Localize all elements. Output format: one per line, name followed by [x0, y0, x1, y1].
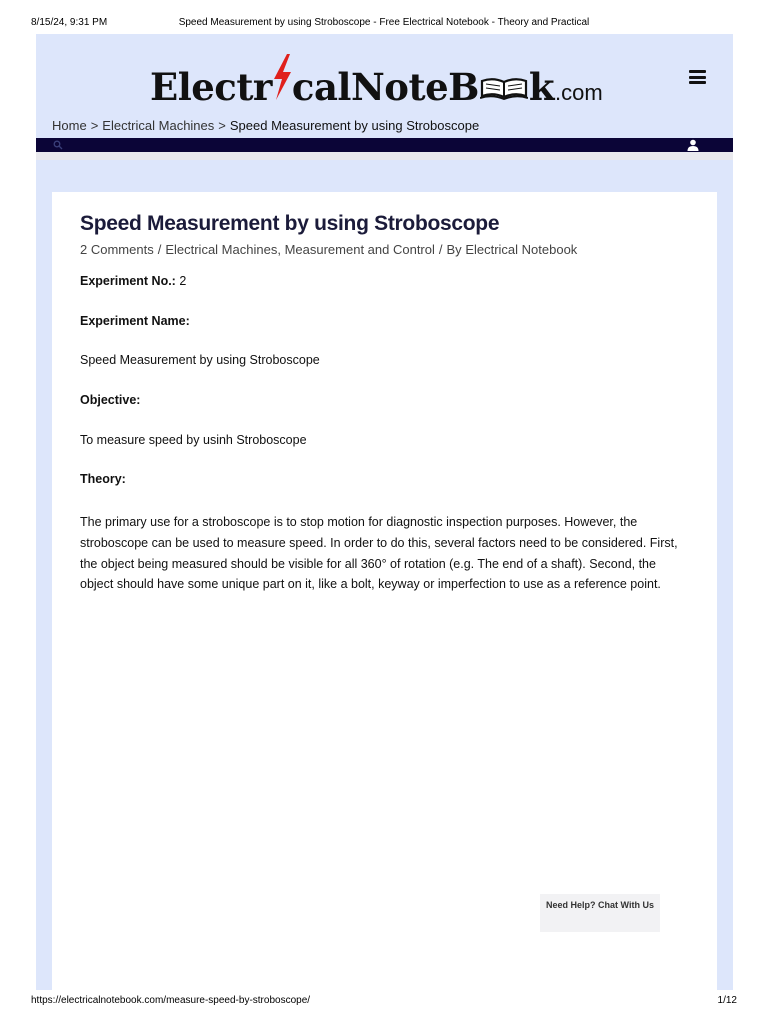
navbar-underline — [36, 152, 733, 160]
author-link[interactable]: Electrical Notebook — [465, 242, 578, 257]
experiment-name-label: Experiment Name: — [80, 314, 190, 328]
search-icon[interactable] — [53, 140, 63, 150]
logo-text-part1: Electr — [150, 65, 272, 109]
help-chat-button[interactable]: Need Help? Chat With Us — [540, 894, 660, 932]
theory-label: Theory: — [80, 472, 126, 486]
print-footer — [0, 995, 768, 1007]
print-url: https://electricalnotebook.com/measure-speed-by-stroboscope/ — [31, 995, 311, 1006]
open-book-icon — [480, 76, 528, 100]
experiment-name-value: Speed Measurement by using Stroboscope — [80, 353, 320, 367]
logo-text-part3: k — [528, 65, 555, 109]
breadcrumb-category-link[interactable]: Electrical Machines — [102, 118, 215, 133]
objective-value: To measure speed by usinh Stroboscope — [80, 433, 307, 447]
logo-text-part2: calNoteB — [291, 65, 479, 109]
meta-separator: / — [157, 242, 162, 257]
meta-separator: / — [438, 242, 443, 257]
site-logo[interactable] — [150, 54, 603, 109]
meta-comma: , — [277, 242, 281, 257]
hamburger-menu-icon[interactable] — [689, 70, 706, 84]
category-link-electrical-machines[interactable]: Electrical Machines — [165, 242, 278, 257]
user-icon[interactable] — [687, 139, 699, 151]
breadcrumb-home-link[interactable]: Home — [52, 118, 87, 133]
article-title: Speed Measurement by using Stroboscope — [80, 212, 500, 235]
article-card — [52, 192, 717, 990]
breadcrumb — [52, 118, 479, 133]
breadcrumb-current: Speed Measurement by using Stroboscope — [229, 118, 480, 133]
experiment-no-label: Experiment No.: — [80, 274, 176, 288]
comments-link[interactable]: 2 Comments — [80, 242, 154, 257]
theory-paragraph: The primary use for a stroboscope is to stop motion for diagnostic inspection purposes. However, the stroboscope can be used to measure speed. In order to do this, several factors need to be considered. First, the object being measured should be visible for all 360° of rotation (e.g. The end of a shaft). Second, the object should have some unique part on it, like a bolt, keyway or imperfection to use as a reference point. — [80, 515, 678, 592]
lightning-bolt-icon — [270, 54, 294, 100]
article-meta — [80, 242, 577, 257]
print-header — [0, 17, 768, 29]
print-page-title: Speed Measurement by using Stroboscope - Free Electrical Notebook - Theory and Practical — [178, 17, 590, 28]
category-link-measurement-control[interactable]: Measurement and Control — [284, 242, 435, 257]
breadcrumb-separator: > — [218, 118, 226, 133]
experiment-no-line — [80, 274, 186, 288]
logo-tld: .com — [555, 80, 603, 105]
breadcrumb-separator: > — [90, 118, 99, 133]
print-datetime: 8/15/24, 9:31 PM — [31, 17, 108, 28]
site-container — [36, 34, 733, 990]
navigation-bar — [36, 138, 733, 152]
meta-by: By — [446, 242, 462, 257]
print-page-number: 1/12 — [717, 995, 737, 1006]
experiment-no-value: 2 — [179, 274, 187, 288]
objective-label: Objective: — [80, 393, 141, 407]
